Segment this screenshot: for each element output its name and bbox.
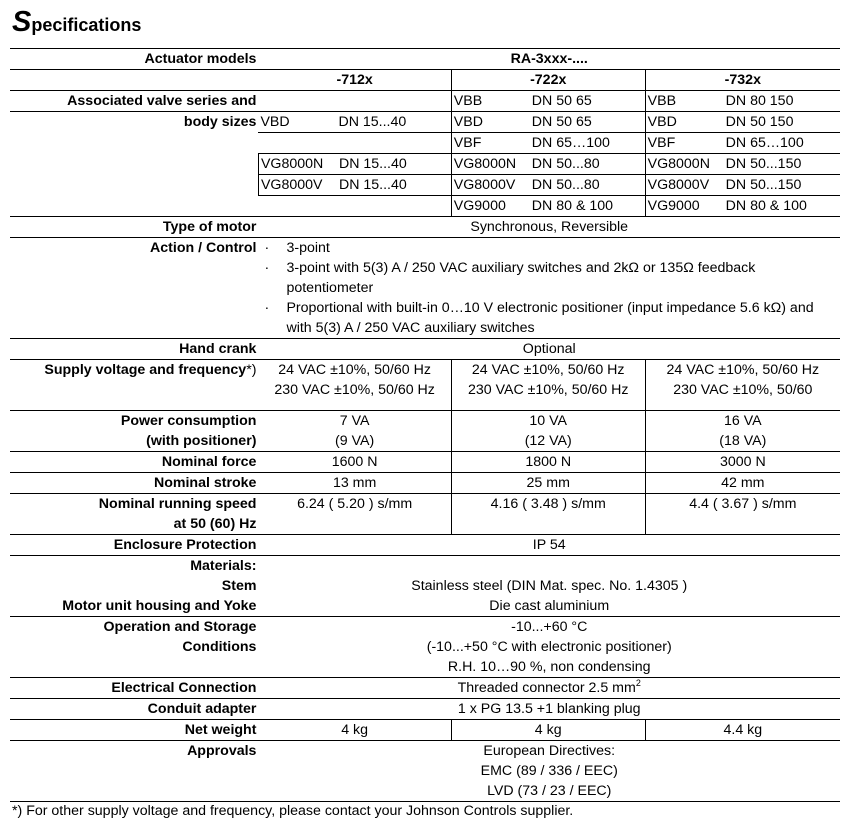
table-row — [10, 70, 840, 91]
table-row: Nominal stroke 13 mm 25 mm 42 mm — [10, 473, 840, 494]
table-row — [10, 535, 840, 556]
valve-cell: VBD DN 15...40 — [260, 114, 407, 130]
table-row — [10, 238, 840, 339]
page-title — [12, 6, 141, 40]
row-value: Synchronous, Reversible — [470, 219, 629, 235]
row-value: -10...+60 °C (-10...+50 °C with electronic positioner) R.H. 10…90 %, non condensing — [426, 619, 672, 675]
valve-cell: VG8000V DN 15...40 — [258, 175, 451, 196]
valve-row — [10, 175, 840, 196]
valve-cell: VBF DN 65…100 — [451, 133, 645, 154]
valve-cell: VBB DN 50 65 — [451, 91, 645, 112]
table-row — [10, 360, 840, 401]
valve-cell: VG8000N DN 50...80 — [451, 154, 645, 175]
row-label: Electrical Connection — [111, 680, 257, 696]
table-row — [10, 217, 840, 238]
row-label: Approvals — [187, 743, 257, 759]
valve-cell: VBD DN 50 150 — [645, 112, 840, 133]
row-value: IP 54 — [532, 537, 566, 553]
table-row — [10, 411, 840, 452]
table-row — [10, 617, 840, 678]
valve-row — [10, 133, 840, 154]
table-row — [10, 556, 840, 597]
row-label: Power consumption (with positioner) — [120, 413, 257, 449]
row-label: Net weight — [184, 722, 257, 738]
table-row: Net weight 4 kg 4 kg 4.4 kg — [10, 720, 840, 741]
row-value: Die cast aluminium — [489, 598, 610, 614]
list-item: · Proportional with built-in 0…10 V electronic positioner (input impedance 5.6 kΩ) and with 5(3) A / 250 VAC auxiliary switches — [264, 300, 814, 336]
supply-cell: 24 VAC ±10%, 50/60 Hz 230 VAC ±10%, 50/60 Hz — [451, 360, 645, 401]
title-rest: pecifications — [31, 15, 142, 35]
row-value: 1 x PG 13.5 +1 blanking plug — [457, 701, 641, 717]
valve-cell: VBD DN 50 65 — [451, 112, 645, 133]
table-row — [10, 339, 840, 360]
row-label: Nominal stroke — [153, 475, 257, 491]
footnote: *) For other supply voltage and frequency, please contact your Johnson Controls supplier. — [12, 803, 574, 819]
valve-cell: VG8000V DN 50...150 — [645, 175, 840, 196]
power-cell: 10 VA (12 VA) — [451, 411, 645, 452]
row-label: Operation and Storage Conditions — [103, 619, 257, 655]
valve-cell — [258, 91, 451, 112]
row-label: Materials: Stem — [190, 558, 257, 594]
table-row — [10, 699, 840, 720]
row-value: European Directives: EMC (89 / 336 / EEC) LVD (73 / 23 / EEC) — [480, 743, 618, 799]
row-label: body sizes — [183, 114, 257, 130]
table-row — [10, 678, 840, 699]
valve-row — [10, 112, 840, 133]
row-label: Conduit adapter — [147, 701, 257, 717]
valve-cell — [258, 196, 451, 217]
table-row — [10, 49, 840, 70]
row-label: Nominal running speed at 50 (60) Hz — [98, 496, 257, 532]
supply-cell: 24 VAC ±10%, 50/60 Hz 230 VAC ±10%, 50/60 — [645, 360, 840, 401]
valve-cell: VBB DN 80 150 — [645, 91, 840, 112]
valve-cell: VG9000 DN 80 & 100 — [645, 196, 840, 217]
row-label: Actuator models — [144, 51, 257, 67]
power-cell: 16 VA (18 VA) — [645, 411, 840, 452]
valve-row — [10, 154, 840, 175]
table-row — [10, 596, 840, 617]
supply-cell: 24 VAC ±10%, 50/60 Hz 230 VAC ±10%, 50/60 Hz — [274, 362, 435, 398]
valve-cell: VG8000N DN 50...150 — [645, 154, 840, 175]
row-label: Type of motor — [162, 219, 257, 235]
row-value: Optional — [522, 341, 576, 357]
list-item: · 3-point — [264, 240, 330, 256]
row-value: Stainless steel (DIN Mat. spec. No. 1.4305 ) — [411, 578, 688, 594]
valve-cell — [258, 133, 451, 154]
row-label: Associated valve series and — [67, 93, 257, 109]
row-value: RA-3xxx-.... — [510, 51, 588, 67]
valve-row — [10, 196, 840, 217]
valve-cell: VBF DN 65…100 — [645, 133, 840, 154]
row-label: Motor unit housing and Yoke — [62, 598, 257, 614]
table-row: Nominal force 1600 N 1800 N 3000 N — [10, 452, 840, 473]
valve-cell: VG8000V DN 50...80 — [451, 175, 645, 196]
row-label: Action / Control — [150, 240, 257, 256]
valve-cell: VG9000 DN 80 & 100 — [451, 196, 645, 217]
list-item: · 3-point with 5(3) A / 250 VAC auxiliary switches and 2kΩ or 135Ω feedback potentiometer — [264, 260, 756, 296]
row-value: Threaded connector 2.5 $mm^2$ — [457, 678, 641, 696]
spec-table — [10, 48, 840, 802]
table-row — [10, 741, 840, 802]
row-label: Nominal force — [161, 454, 257, 470]
table-row: Nominal running speed at 50 (60) Hz 6.24 ( 5.20 ) s/mm 4.16 ( 3.48 ) s/mm 4.4 ( 3.67 ) s/mm — [10, 494, 840, 535]
model-header: -712x — [336, 72, 373, 88]
power-cell: 7 VA (9 VA) — [335, 413, 375, 449]
title-initial: S — [12, 6, 32, 38]
row-label: Hand crank — [179, 341, 257, 357]
model-header: -732x — [645, 70, 840, 91]
model-header: -722x — [451, 70, 645, 91]
action-list — [258, 238, 840, 339]
row-label: Enclosure Protection — [113, 537, 257, 553]
valve-row — [10, 91, 840, 112]
valve-cell: VG8000N DN 15...40 — [258, 154, 451, 175]
row-label: Supply voltage and frequency*) — [44, 362, 257, 378]
